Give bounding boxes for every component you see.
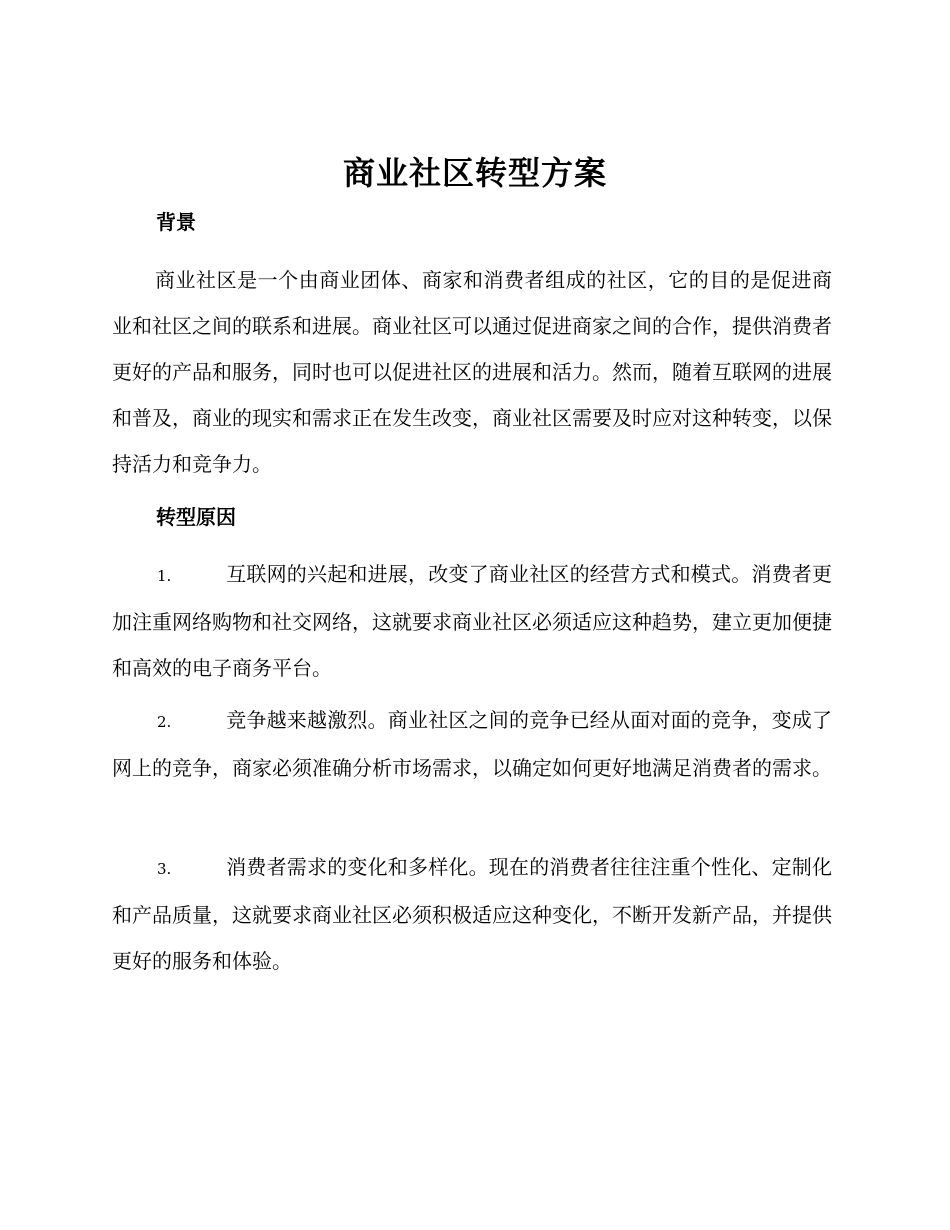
- list-item-number: 2.: [157, 713, 172, 731]
- document-title: 商业社区转型方案: [342, 154, 607, 192]
- list-item-text: 消费者需求的变化和多样化。现在的消费者往往注重个性化、定制化和产品质量，这就要求商业社区必须积极适应这种变化，不断开发新产品，并提供更好的服务和体验。: [112, 855, 832, 973]
- list-item: [112, 551, 832, 691]
- list-item: [112, 697, 832, 791]
- section-heading-background: 背景: [156, 210, 196, 234]
- list-item-number: 1.: [157, 567, 172, 585]
- background-paragraph: 商业社区是一个由商业团体、商家和消费者组成的社区，它的目的是促进商业和社区之间的联系和进展。商业社区可以通过促进商家之间的合作，提供消费者更好的产品和服务，同时也可以促进社区的进展和活力。然而，随着互联网的进展和普及，商业的现实和需求正在发生改变，商业社区需要及时应对这种转变，以保持活力和竞争力。: [112, 268, 832, 476]
- list-item: [112, 844, 832, 984]
- section-heading-reasons: 转型原因: [156, 505, 236, 529]
- list-item-number: 3.: [157, 860, 172, 878]
- list-item-text: 互联网的兴起和进展，改变了商业社区的经营方式和模式。消费者更加注重网络购物和社交网络，这就要求商业社区必须适应这种趋势，建立更加便捷和高效的电子商务平台。: [112, 562, 832, 680]
- list-item-text: 竞争越来越激烈。商业社区之间的竞争已经从面对面的竞争，变成了网上的竞争，商家必须准确分析市场需求，以确定如何更好地满足消费者的需求。: [112, 708, 832, 780]
